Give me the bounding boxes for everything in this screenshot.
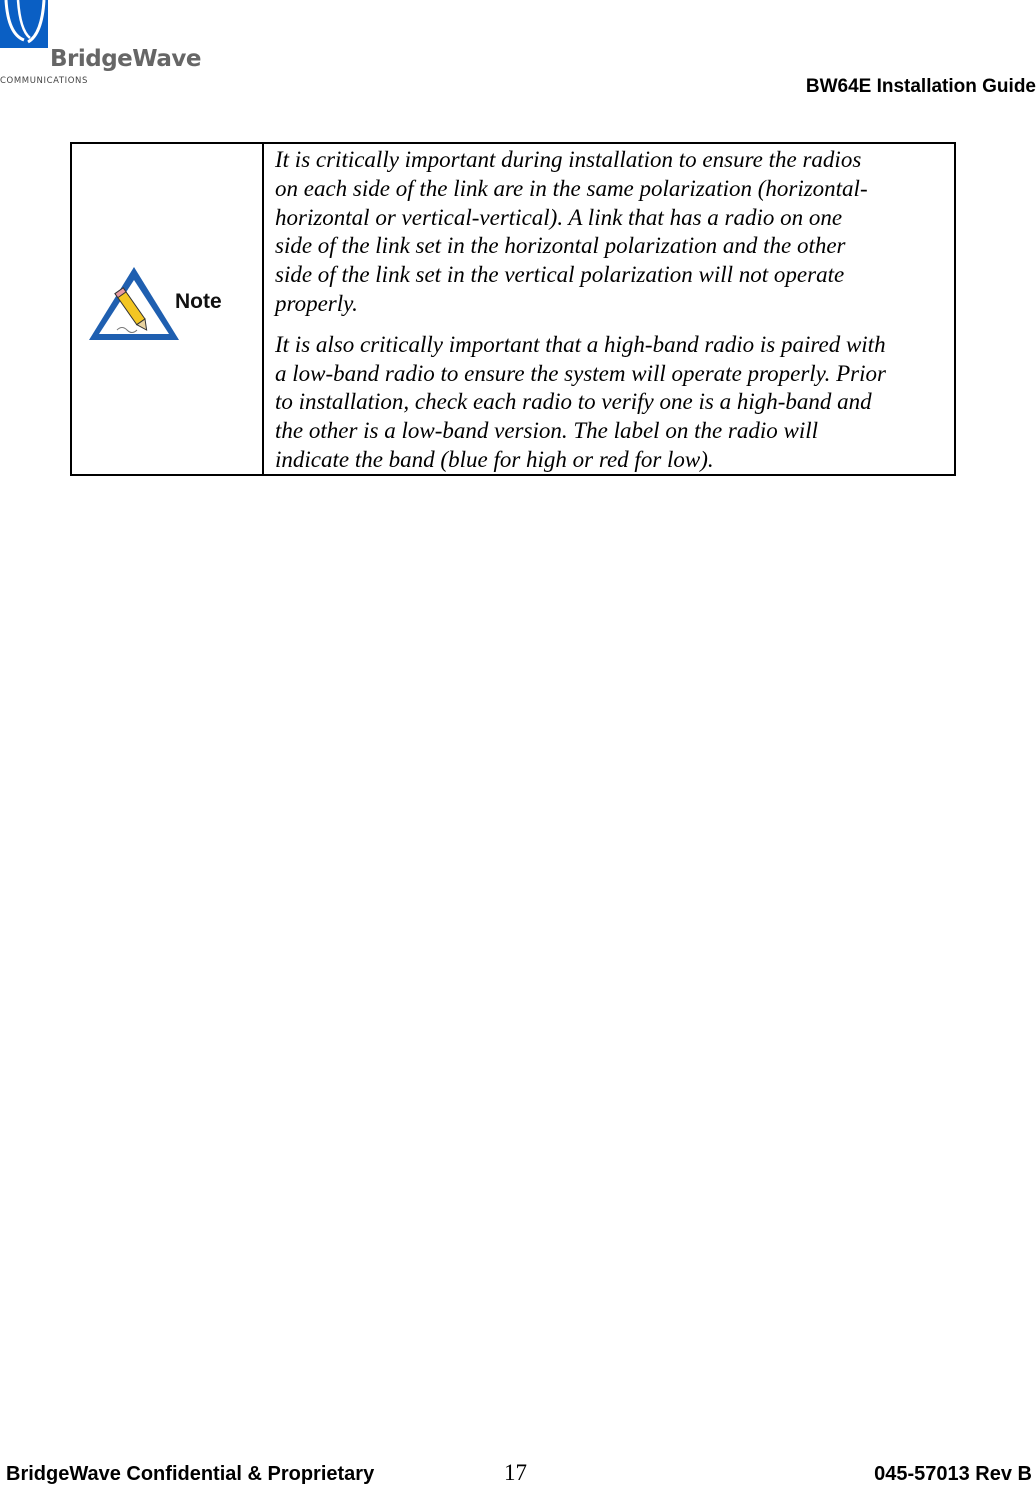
note-text bbox=[264, 144, 954, 474]
note-label: Note bbox=[175, 290, 222, 313]
text-line: It is critically important during installation to ensure the radios bbox=[275, 147, 862, 172]
note-icon-cell bbox=[72, 144, 264, 474]
note-paragraph-polarization bbox=[275, 146, 948, 319]
text-line: the other is a low-band version. The label on the radio will bbox=[275, 418, 819, 444]
text-line: horizontal or vertical-vertical). A link that has a radio on one bbox=[275, 204, 843, 230]
text-line: It is also critically important that a high-band radio is paired with bbox=[275, 331, 886, 357]
document-revision: 045-57013 Rev B bbox=[874, 1463, 1032, 1485]
text-line: to installation, check each radio to verify one is a high-band and bbox=[275, 389, 872, 415]
text-line: indicate the band (blue for high or red for low). bbox=[275, 446, 714, 472]
text-line: on each side of the link are in the same polarization (horizontal- bbox=[275, 175, 868, 201]
footer-confidential: BridgeWave Confidential & Proprietary bbox=[6, 1463, 375, 1485]
logo-subtitle: COMMUNICATIONS bbox=[0, 76, 89, 86]
note-paragraph-band bbox=[275, 331, 948, 475]
text-line: a low-band radio to ensure the system will operate properly. Prior bbox=[275, 360, 886, 386]
bridgewave-logo bbox=[0, 0, 200, 90]
note-warning-icon bbox=[87, 264, 182, 344]
text-line: properly. bbox=[275, 290, 358, 316]
text-line: side of the link set in the horizontal polarization and the other bbox=[275, 233, 846, 259]
note-table bbox=[70, 142, 956, 476]
logo-mark-icon bbox=[0, 0, 48, 48]
logo-wordmark: BridgeWave bbox=[50, 46, 201, 72]
text-line: side of the link set in the vertical polarization will not operate bbox=[275, 262, 845, 288]
document-title: BW64E Installation Guide bbox=[805, 76, 1036, 97]
page-number: 17 bbox=[504, 1460, 527, 1485]
